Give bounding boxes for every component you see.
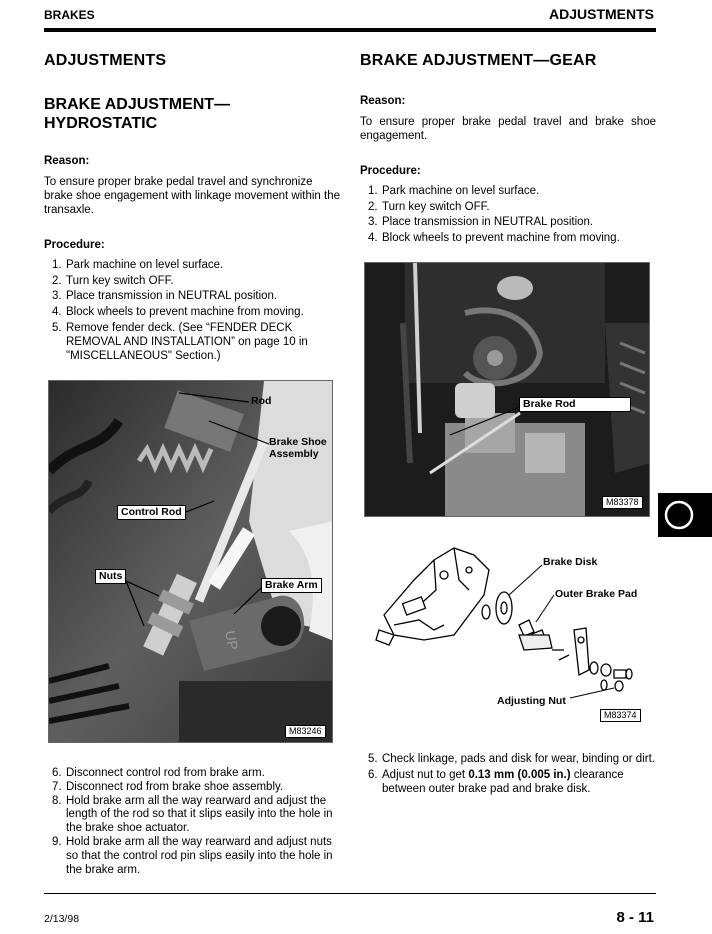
up-stamp: UP (222, 629, 242, 652)
step-text: Place transmission in NEUTRAL position. (382, 216, 594, 229)
step-text: Disconnect rod from brake shoe assembly. (66, 780, 284, 793)
footer-rule (44, 893, 656, 894)
step-item (52, 836, 342, 877)
step-text: Disconnect control rod from brake arm. (66, 767, 265, 779)
control-rod-callout: Control Rod (117, 505, 186, 520)
reason-text: To ensure proper brake pedal travel and synchronize brake shoe engagement with linkage movement within the transaxle. (44, 176, 340, 216)
step-item (52, 321, 342, 363)
step-text: Turn key switch OFF. (66, 274, 174, 287)
footer-date: 2/13/98 (44, 913, 80, 925)
rod-callout: Rod (251, 395, 272, 407)
procedure-steps (52, 258, 342, 363)
step-number: 4. (52, 306, 62, 319)
reason-label: Reason: (44, 155, 90, 167)
step-item (368, 200, 658, 216)
reason-text: To ensure proper brake pedal travel and brake shoe engagement. (360, 116, 656, 142)
hydrostatic-heading-line1: BRAKE ADJUSTMENT— (44, 96, 231, 113)
outer-brake-pad-callout: Outer Brake Pad (555, 588, 638, 600)
procedure-label: Procedure: (44, 239, 105, 251)
step-text: Check linkage, pads and disk for wear, binding or dirt. (382, 753, 655, 765)
step-text-post: clearance between outer brake pad and brake disk. (382, 768, 624, 795)
step-number: 2. (368, 200, 378, 213)
step-item (368, 184, 658, 200)
step-text: Park machine on level surface. (66, 259, 224, 271)
brake-disk-callout: Brake Disk (543, 556, 598, 568)
header-title: ADJUSTMENTS (548, 6, 654, 22)
step-text: Block wheels to prevent machine from moving. (382, 232, 620, 245)
step-item (368, 769, 658, 797)
step-number: 7. (52, 780, 62, 793)
procedure-steps (368, 184, 658, 247)
step-item (368, 231, 658, 247)
clearance-value: 0.13 mm (0.005 in.) (468, 768, 571, 781)
brake-rod-callout: Brake Rod (519, 397, 631, 412)
header-section: BRAKES (44, 8, 95, 22)
step-number: 8. (52, 794, 62, 807)
step-number: 2. (52, 274, 62, 287)
brake-arm-callout: Brake Arm (261, 578, 322, 593)
step-number: 4. (368, 232, 378, 245)
step-text-pre: Adjust nut to get (382, 768, 469, 781)
step-item (52, 289, 342, 305)
page-number: 8 - 11 (616, 909, 654, 926)
step-text: Block wheels to prevent machine from moving. (66, 306, 304, 319)
step-item (52, 795, 342, 836)
step-item (368, 753, 658, 767)
step-number: 3. (368, 216, 378, 229)
step-number: 5. (52, 321, 62, 334)
step-number: 3. (52, 290, 62, 303)
gear-brake-photo (364, 262, 650, 517)
hydrostatic-heading-line2: HYDROSTATIC (44, 115, 158, 132)
gear-heading: BRAKE ADJUSTMENT—GEAR (360, 52, 597, 69)
step-number: 1. (52, 259, 62, 271)
step-item (52, 767, 342, 781)
brake-shoe-callout-line2: Assembly (269, 448, 319, 460)
step-item (52, 781, 342, 795)
adjusting-nut-callout: Adjusting Nut (497, 695, 566, 707)
header-rule (44, 28, 656, 32)
hydrostatic-heading (44, 95, 230, 133)
reason-label: Reason: (360, 95, 406, 107)
step-item (52, 305, 342, 321)
procedure-steps-continued (368, 753, 658, 796)
brake-shoe-callout (269, 436, 327, 460)
step-item (52, 258, 342, 274)
step-number: 5. (368, 753, 378, 765)
step-item (368, 215, 658, 231)
hydrostatic-brake-photo (48, 380, 333, 743)
tab-circle-icon (658, 493, 712, 537)
figure-id: M83246 (285, 725, 326, 738)
section-title: ADJUSTMENTS (44, 52, 167, 69)
gear-photo-illustration (365, 263, 650, 517)
procedure-label: Procedure: (360, 165, 421, 177)
brake-shoe-callout-line1: Brake Shoe (269, 436, 327, 448)
figure-id: M83378 (602, 496, 643, 509)
figure-id: M83374 (600, 709, 641, 722)
section-tab-marker (658, 493, 712, 537)
step-text: Remove fender deck. (See “FENDER DECK REMOVAL AND INSTALLATION” on page 10 in "MISCELLANEOUS" Section.) (66, 321, 308, 362)
step-text: Hold brake arm all the way rearward and adjust the length of the rod so that it slips easily into the hole in the brake shoe actuator. (66, 794, 333, 835)
step-number: 9. (52, 835, 62, 848)
procedure-steps-continued (52, 767, 342, 877)
brake-exploded-diagram (374, 540, 644, 725)
step-number: 6. (368, 768, 378, 781)
nuts-callout: Nuts (95, 569, 126, 584)
step-item (52, 274, 342, 290)
step-number: 6. (52, 767, 62, 779)
step-text: Park machine on level surface. (382, 185, 540, 197)
step-text: Hold brake arm all the way rearward and adjust nuts so that the control rod pin slips easily into the hole in the brake arm. (66, 835, 333, 876)
step-text: Place transmission in NEUTRAL position. (66, 290, 278, 303)
step-number: 1. (368, 185, 378, 197)
step-text: Turn key switch OFF. (382, 200, 490, 213)
